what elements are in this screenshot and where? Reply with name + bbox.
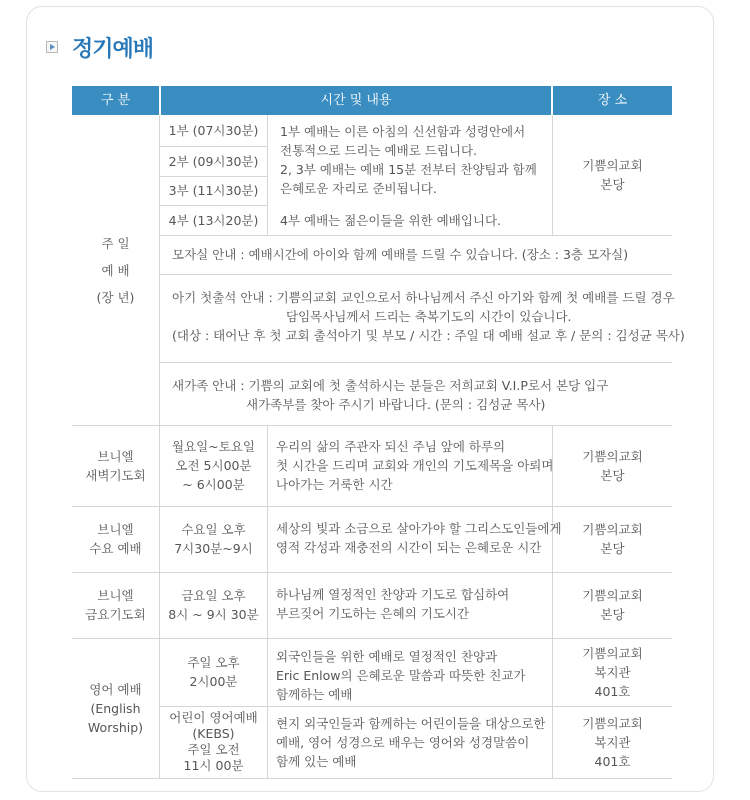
baby-first-attendance-notice: 아기 첫출석 안내 : 기쁨의교회 교인으로서 하나님께서 주신 아기와 함께 첫 예배를 드릴 경우 담임목사님께서 드리는 축복기도의 시간이 있습니다. (대상 : 태어난 후 첫 교회 출석아기 및 부모 / 시간 : 주일 대 예배 설교 후 / 문의 : 김성균 목사) (172, 290, 685, 343)
category-sunday-line1: 주 일 (101, 235, 130, 251)
category-sunday-line2: 예 배 (101, 262, 130, 278)
category-sunday (72, 115, 159, 425)
wednesday-service-place: 기쁨의교회 본당 (582, 522, 643, 556)
service-1-time: 1부 (07시30분) (168, 123, 259, 138)
header-time-content: 시간 및 내용 (161, 86, 551, 115)
dawn-prayer-time: 월요일~토요일 오전 5시00분 ~ 6시00분 (172, 439, 255, 492)
kids-english-worship-description: 현지 외국인들과 함께하는 어린이들을 대상으로한 예배, 영어 성경으로 배우는 영어와 성경말씀이 함께 있는 예배 (276, 716, 546, 769)
kids-english-worship-place: 기쁨의교회 복지관 401호 (582, 715, 643, 769)
header-category: 구 분 (72, 86, 159, 115)
dawn-prayer-description: 우리의 삶의 주관자 되신 주님 앞에 하루의 첫 시간을 드리며 교회와 개인의 기도제목을 아뢰며 나아가는 거룩한 시간 (276, 439, 554, 492)
new-family-notice: 새가족 안내 : 기쁨의 교회에 첫 출석하시는 분들은 저희교회 V.I.P로서 본당 입구 새가족부를 찾아 주시기 바랍니다. (문의 : 김성균 목사) (172, 378, 609, 412)
sunday-services-description: 1부 예배는 이른 아침의 신선함과 성령안에서 전통적으로 드리는 예배로 드립니다. 2, 3부 예배는 예배 15분 전부터 찬양팀과 함께 은혜로운 자리로 준비됩니다. (280, 124, 537, 196)
category-dawn-prayer: 브니엘 새벽기도회 (85, 448, 146, 483)
service-4-time: 4부 (13시20분) (168, 212, 259, 228)
wednesday-service-description: 세상의 빛과 소금으로 살아가야 할 그리스도인들에게 영적 각성과 재충전의 시간이 되는 은혜로운 시간 (276, 521, 562, 555)
friday-prayer-place: 기쁨의교회 본당 (582, 588, 643, 622)
category-friday-prayer: 브니엘 금요기도회 (85, 588, 146, 622)
sunday-place: 기쁨의교회 본당 (582, 158, 643, 192)
friday-prayer-description: 하나님께 열정적인 찬양과 기도로 합심하여 부르짖어 기도하는 은혜의 기도시간 (276, 587, 510, 621)
category-wednesday-service: 브니엘 수요 예배 (89, 522, 142, 556)
english-worship-time: 주일 오후 2시00분 (187, 655, 240, 689)
service-3-time: 3부 (11시30분) (168, 183, 259, 198)
header-place: 장 소 (553, 86, 672, 115)
category-sunday-line3: (장 년) (96, 289, 135, 305)
bullet-arrow-icon (46, 41, 58, 53)
category-english-worship: 영어 예배 (English Worship) (87, 681, 144, 735)
english-worship-place: 기쁨의교회 복지관 401호 (582, 645, 643, 699)
kids-english-worship-time: 어린이 영어예배 (KEBS) 주일 오전 11시 00분 (169, 710, 258, 773)
wednesday-service-time: 수요일 오후 7시30분~9시 (174, 522, 253, 556)
dawn-prayer-place: 기쁨의교회 본당 (582, 448, 643, 483)
service-2-time: 2부 (09시30분) (168, 153, 259, 169)
service-4-description: 4부 예배는 젊은이들을 위한 예배입니다. (280, 213, 502, 228)
nursery-notice: 모자실 안내 : 예배시간에 아이와 함께 예배를 드릴 수 있습니다. (장소 : 3층 모자실) (172, 247, 629, 262)
page-title: 정기예배 (72, 36, 154, 62)
title-row (46, 30, 153, 64)
friday-prayer-time: 금요일 오후 8시 ~ 9시 30분 (168, 588, 259, 622)
english-worship-description: 외국인들을 위한 예배로 열정적인 찬양과 Eric Enlow의 은혜로운 말씀과 따뜻한 친교가 함께하는 예배 (276, 649, 526, 702)
